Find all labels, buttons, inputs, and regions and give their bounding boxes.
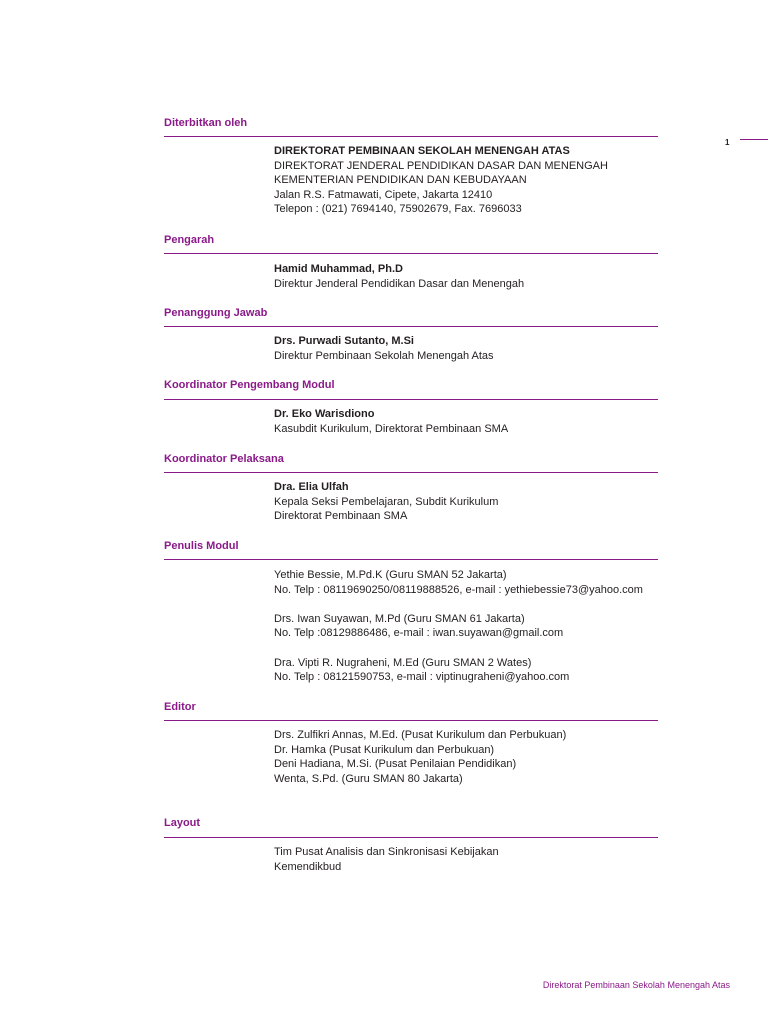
writer-2-name: Drs. Iwan Suyawan, M.Pd (Guru SMAN 61 Jakarta) [274,612,525,625]
divider-editor [164,720,658,721]
heading-editor: Editor [164,701,196,713]
divider-module-coordinator [164,399,658,400]
writer-1-contact: No. Telp : 08119690250/08119888526, e-mail : yethiebessie73@yahoo.com [274,583,643,596]
responsible-name: Drs. Purwadi Sutanto, M.Si [274,335,414,347]
editor-block [274,728,714,786]
layout-line2: Kemendikbud [274,860,342,873]
writer-3-contact: No. Telp : 08121590753, e-mail : viptinugraheni@yahoo.com [274,671,570,684]
writer-3-name: Dra. Vipti R. Nugraheni, M.Ed (Guru SMAN 2 Wates) [274,656,532,669]
divider-implementation-coordinator [164,472,658,473]
layout-block [274,845,714,874]
divider-publisher [164,136,658,137]
writer-1-name: Yethie Bessie, M.Pd.K (Guru SMAN 52 Jakarta) [274,569,507,581]
publisher-address: Jalan R.S. Fatmawati, Cipete, Jakarta 12410 [274,188,493,201]
heading-publisher: Diterbitkan oleh [164,117,248,129]
layout-line1: Tim Pusat Analisis dan Sinkronisasi Kebijakan [274,846,499,858]
implementation-coordinator-role2: Direktorat Pembinaan SMA [274,510,408,523]
publisher-line2: KEMENTERIAN PENDIDIKAN DAN KEBUDAYAAN [274,174,527,187]
publisher-phone: Telepon : (021) 7694140, 75902679, Fax. 7696033 [274,203,522,216]
implementation-coordinator-name: Dra. Elia Ulfah [274,481,349,493]
page-number-rule [740,139,768,140]
module-coordinator-role: Kasubdit Kurikulum, Direktorat Pembinaan SMA [274,422,509,435]
responsible-role: Direktur Pembinaan Sekolah Menengah Atas [274,349,494,362]
publisher-block [274,144,714,217]
implementation-coordinator-role1: Kepala Seksi Pembelajaran, Subdit Kurikulum [274,495,499,508]
divider-director [164,253,658,254]
page-footer: Direktorat Pembinaan Sekolah Menengah Atas [542,980,730,990]
publisher-org: DIREKTORAT PEMBINAAN SEKOLAH MENENGAH ATAS [274,145,570,157]
director-role: Direktur Jenderal Pendidikan Dasar dan Menengah [274,277,525,290]
director-name: Hamid Muhammad, Ph.D [274,263,403,275]
editor-4: Wenta, S.Pd. (Guru SMAN 80 Jakarta) [274,772,463,785]
heading-responsible: Penanggung Jawab [164,307,268,319]
heading-writers: Penulis Modul [164,540,239,552]
heading-implementation-coordinator: Koordinator Pelaksana [164,453,284,465]
responsible-block [274,334,714,363]
publisher-line1: DIREKTORAT JENDERAL PENDIDIKAN DASAR DAN MENENGAH [274,159,608,172]
divider-responsible [164,326,658,327]
heading-layout: Layout [164,817,201,829]
writers-block [274,568,714,685]
editor-2: Dr. Hamka (Pusat Kurikulum dan Perbukuan) [274,743,495,756]
module-coordinator-block [274,407,714,436]
divider-writers [164,559,658,560]
director-block [274,262,714,291]
heading-module-coordinator: Koordinator Pengembang Modul [164,379,335,391]
divider-layout [164,837,658,838]
implementation-coordinator-block [274,480,714,524]
editor-1: Drs. Zulfikri Annas, M.Ed. (Pusat Kurikulum dan Perbukuan) [274,729,567,741]
heading-director: Pengarah [164,234,215,246]
module-coordinator-name: Dr. Eko Warisdiono [274,408,375,420]
page-number: 1 [725,138,730,147]
writer-2-contact: No. Telp :08129886486, e-mail : iwan.suyawan@gmail.com [274,627,564,640]
editor-3: Deni Hadiana, M.Si. (Pusat Penilaian Pendidikan) [274,758,517,771]
